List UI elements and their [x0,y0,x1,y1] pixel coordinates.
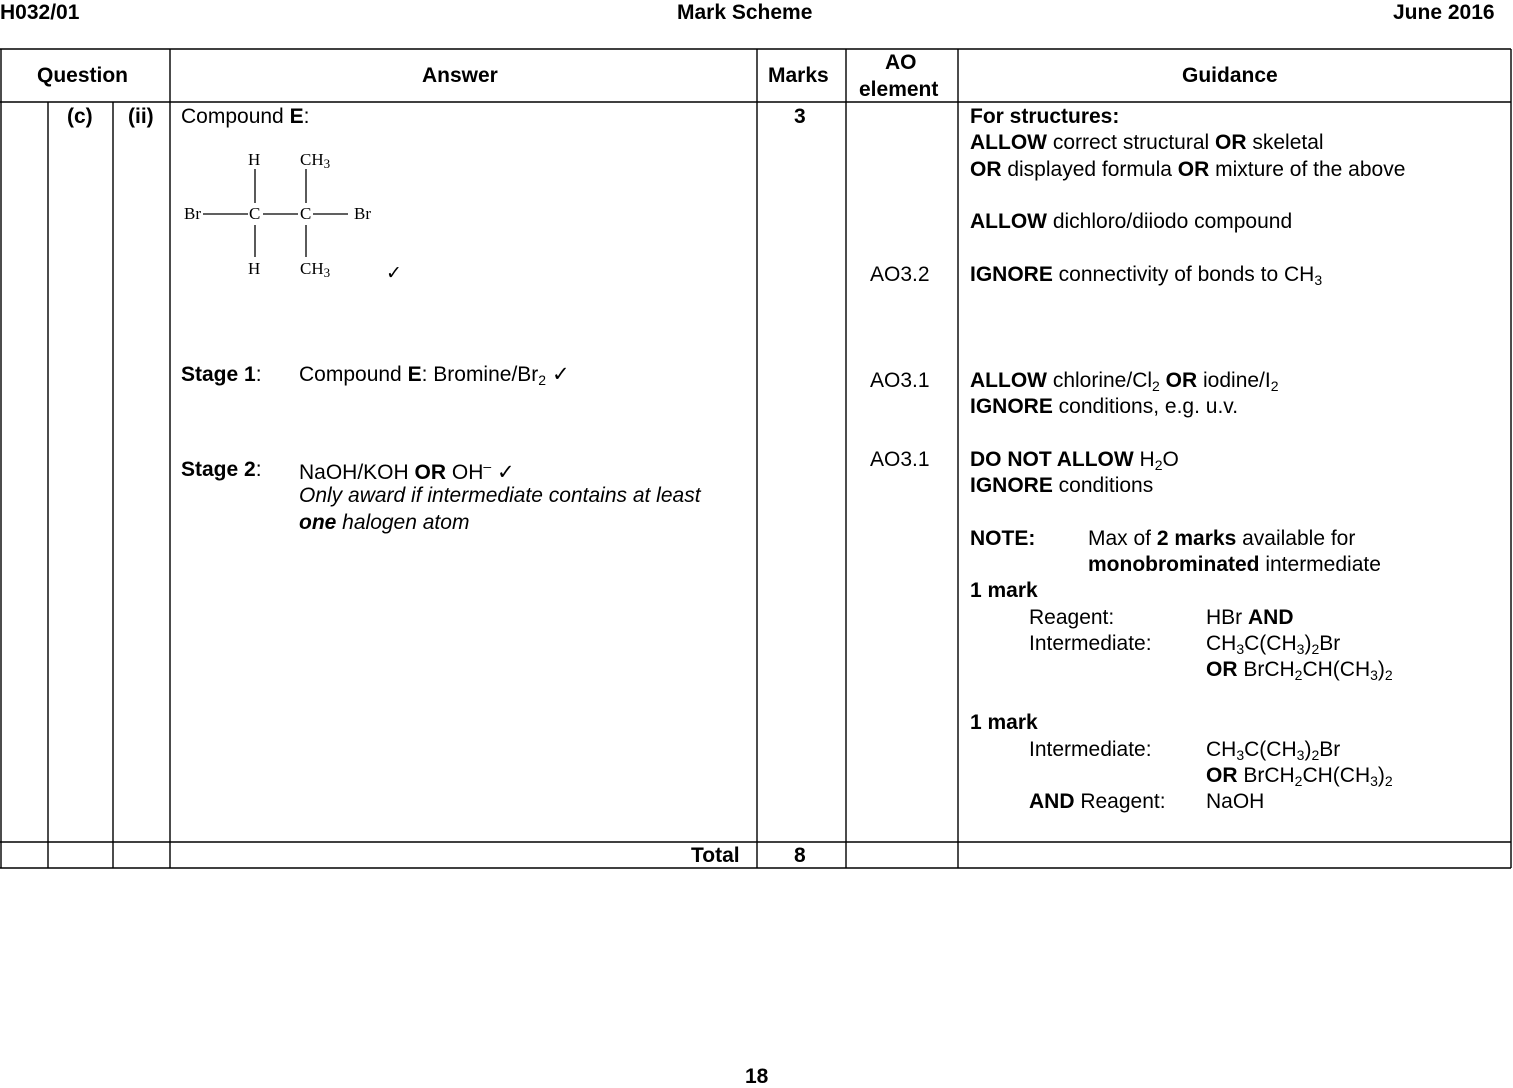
atom-c-left: C [249,204,261,223]
guidance-line-displayed: OR displayed formula OR mixture of the above [970,158,1406,181]
guidance-reagent-label-a: Reagent: [1029,606,1115,629]
guidance-intermediate-alt-b: OR $BrCH_2CH(CH_3)_2$ [1206,764,1393,789]
atom-h-bottom: H [248,259,261,278]
guidance-line-allow-halogens: ALLOW chlorine/$Cl_2$ OR iodine/$I_2$ [970,369,1279,394]
column-header-guidance: Guidance [1182,64,1278,87]
page-number: 18 [745,1065,769,1088]
stage2-label: Stage 2: [181,458,262,481]
compound-e-label: Compound E: [181,105,310,128]
document-title: Mark Scheme [677,1,813,24]
stage2-note-line2: one halogen atom [299,511,470,534]
guidance-line-allow-structural: ALLOW correct structural OR skeletal [970,131,1324,154]
stage2-answer: NaOH/KOH OR OH– ✓ [299,458,515,484]
atom-br-right: Br [354,204,371,223]
guidance-note-line2: monobrominated intermediate [1088,553,1381,576]
document-code: H032/01 [0,1,80,24]
guidance-line-dichloro: ALLOW dichloro/diiodo compound [970,210,1293,233]
guidance-line-ignore-conditions: IGNORE conditions [970,474,1154,497]
stage1-answer: Compound E: Bromine/$Br_2$ ✓ [299,363,570,388]
guidance-reagent-naoh: NaOH [1206,790,1265,813]
total-marks: 8 [794,844,806,867]
question-subpart: (ii) [128,105,154,128]
atom-ch3-top: CH3 [300,150,331,171]
column-header-question: Question [37,64,129,87]
stage1-label: Stage 1: [181,363,262,386]
guidance-mark-one-b: 1 mark [970,711,1038,734]
guidance-mark-one-a: 1 mark [970,579,1038,602]
guidance-intermediate-label-b: Intermediate: [1029,738,1152,761]
column-header-ao: AO [885,51,917,74]
total-label: Total [691,844,740,867]
question-part: (c) [67,105,93,128]
guidance-note-line1: Max of 2 marks available for [1088,527,1356,550]
atom-br-left: Br [184,204,201,223]
column-header-answer: Answer [422,64,498,87]
guidance-intermediate-formula-b: $CH_3C(CH_3)_2Br$ [1206,738,1341,763]
guidance-line-ignore-uv: IGNORE conditions, e.g. u.v. [970,395,1239,418]
structure-bonds [180,145,410,285]
marks-value: 3 [794,105,806,128]
structure-tick: ✓ [386,263,402,284]
guidance-and-reagent-label: AND Reagent: [1029,790,1166,813]
document-date: June 2016 [1393,1,1495,24]
column-header-ao-element: element [859,78,939,101]
guidance-note-label: NOTE: [970,527,1036,550]
atom-c-right: C [300,204,312,223]
atom-ch3-bottom: CH3 [300,259,331,280]
ao-element-3: AO3.1 [870,448,930,471]
atom-h-top: H [248,150,261,169]
guidance-line-not-water: DO NOT ALLOW $H_2O$ [970,448,1179,473]
guidance-line-connectivity: IGNORE connectivity of bonds to $CH_3$ [970,263,1323,288]
column-header-marks: Marks [768,64,829,87]
guidance-line-structures: For structures: [970,105,1120,128]
guidance-intermediate-formula-a: $CH_3C(CH_3)_2Br$ [1206,632,1341,657]
guidance-intermediate-label-a: Intermediate: [1029,632,1152,655]
guidance-reagent-hbr: HBr AND [1206,606,1294,629]
ao-element-2: AO3.1 [870,369,930,392]
guidance-intermediate-alt-a: OR $BrCH_2CH(CH_3)_2$ [1206,658,1393,683]
ao-element-1: AO3.2 [870,263,930,286]
stage2-note-line1: Only award if intermediate contains at least [299,484,701,507]
